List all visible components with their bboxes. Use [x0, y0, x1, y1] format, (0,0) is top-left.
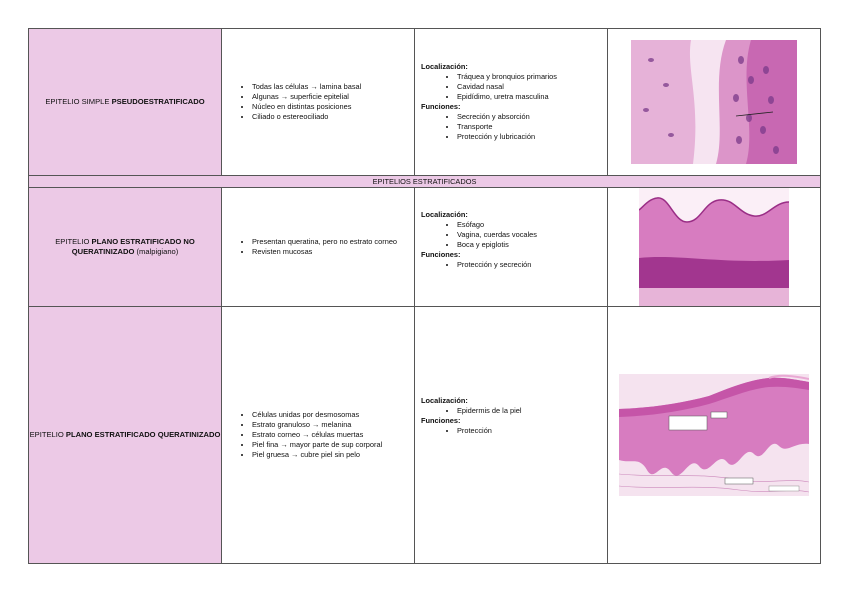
- list-item: • Presentan queratina, pero no estrato corneo: [252, 237, 414, 247]
- location-title: Localización:: [421, 396, 468, 406]
- name-bold: PSEUDOESTRATIFICADO: [111, 96, 205, 106]
- list-item: • Esófago: [457, 220, 607, 230]
- list-item: • Secreción y absorción: [457, 112, 607, 122]
- list-item: • Protección: [457, 426, 607, 436]
- name-suffix: (malpigiano): [134, 247, 179, 256]
- list-item: • Todas las células → lamina basal: [252, 82, 414, 92]
- table-row: [29, 176, 821, 188]
- histology-image-cell: [608, 307, 821, 564]
- location-title: Localización:: [421, 62, 468, 72]
- name-prefix: EPITELIO: [29, 429, 66, 439]
- histology-image-cell: [608, 188, 821, 307]
- epithelium-name-cell: [29, 188, 222, 307]
- table-row: [29, 29, 821, 176]
- epithelium-name-cell: [29, 29, 222, 176]
- epithelium-name-cell: [29, 307, 222, 564]
- list-item: • Vagina, cuerdas vocales: [457, 230, 607, 240]
- features-list: [222, 237, 414, 257]
- list-item: • Tráquea y bronquios primarios: [457, 72, 607, 82]
- epithelium-table: [28, 28, 821, 564]
- table-row: [29, 188, 821, 307]
- location-block: [415, 396, 607, 436]
- list-item: • Epidermis de la piel: [457, 406, 607, 416]
- location-cell: [415, 29, 608, 176]
- section-divider: EPITELIOS ESTRATIFICADOS: [29, 176, 821, 188]
- list-item: • Estrato corneo → células muertas: [252, 430, 414, 440]
- location-list: [421, 220, 607, 250]
- keratinized-micrograph: [619, 374, 809, 496]
- list-item: • Piel gruesa → cubre piel sin pelo: [252, 450, 414, 460]
- list-item: • Revisten mucosas: [252, 247, 414, 257]
- functions-title: Funciones:: [421, 416, 461, 425]
- name-prefix: EPITELIO SIMPLE: [45, 96, 112, 106]
- list-item: • Algunas → superficie epitelial: [252, 92, 414, 102]
- location-cell: [415, 188, 608, 307]
- location-list: [421, 72, 607, 102]
- functions-title: Funciones:: [421, 102, 461, 111]
- location-cell: [415, 307, 608, 564]
- table-row: [29, 307, 821, 564]
- features-list: [222, 410, 414, 460]
- pseudostratified-micrograph: [631, 40, 797, 164]
- list-item: • Estrato granuloso → melanina: [252, 420, 414, 430]
- features-cell: [222, 29, 415, 176]
- list-item: • Boca y epiglotis: [457, 240, 607, 250]
- list-item: • Protección y secreción: [457, 260, 607, 270]
- list-item: • Epidídimo, uretra masculina: [457, 92, 607, 102]
- functions-list: [421, 112, 607, 142]
- list-item: • Células unidas por desmosomas: [252, 410, 414, 420]
- list-item: • Ciliado o estereociliado: [252, 112, 414, 122]
- list-item: • Protección y lubricación: [457, 132, 607, 142]
- location-title: Localización:: [421, 210, 468, 219]
- list-item: • Transporte: [457, 122, 607, 132]
- histology-image-cell: [608, 29, 821, 176]
- list-item: • Núcleo en distintas posiciones: [252, 102, 414, 112]
- name-bold: PLANO ESTRATIFICADO NO QUERATINIZADO: [71, 236, 195, 256]
- location-block: [415, 210, 607, 270]
- functions-list: [421, 260, 607, 270]
- location-list: [421, 406, 607, 416]
- features-cell: [222, 188, 415, 307]
- nonkeratinized-micrograph: [639, 188, 789, 306]
- functions-list: [421, 426, 607, 436]
- name-prefix: EPITELIO: [55, 236, 92, 246]
- list-item: • Cavidad nasal: [457, 82, 607, 92]
- location-block: [415, 62, 607, 142]
- features-cell: [222, 307, 415, 564]
- functions-title: Funciones:: [421, 249, 461, 259]
- features-list: [222, 82, 414, 122]
- name-bold: PLANO ESTRATIFICADO QUERATINIZADO: [65, 429, 221, 439]
- list-item: • Piel fina → mayor parte de sup corporal: [252, 440, 414, 450]
